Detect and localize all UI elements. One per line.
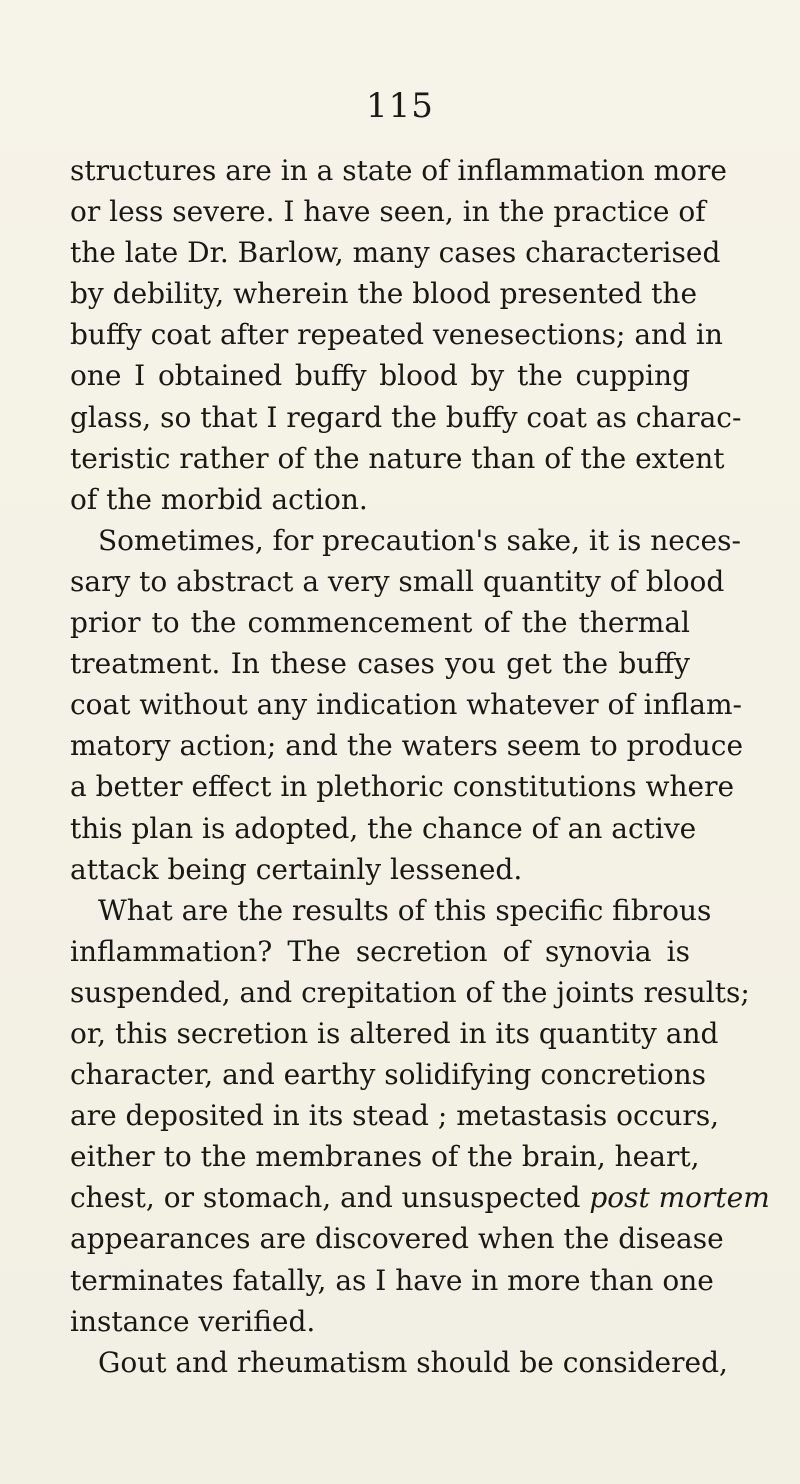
text-line: instance verified.	[70, 1304, 316, 1338]
text-line: buffy coat after repeated venesections; and in	[70, 318, 723, 352]
text-line: a better effect in plethoric constitutions where	[70, 770, 735, 804]
text-line: appearances are discovered when the disease	[70, 1222, 724, 1256]
text-line: treatment. In these cases you get the buffy	[70, 647, 690, 681]
text-line: suspended, and crepitation of the joints results;	[70, 975, 750, 1009]
text-line: chest, or stomach, and unsuspected post mortem	[70, 1181, 770, 1215]
text-line: matory action; and the waters seem to produce	[70, 729, 744, 763]
text-line: of the morbid action.	[70, 482, 368, 516]
text-line: glass, so that I regard the buffy coat as charac-	[70, 400, 742, 434]
text-line: this plan is adopted, the chance of an active	[70, 811, 697, 845]
text-line: either to the membranes of the brain, heart,	[70, 1140, 700, 1174]
text-line: the late Dr. Barlow, many cases characterised	[70, 236, 721, 270]
body-text	[70, 150, 770, 1383]
text-line: teristic rather of the nature than of the extent	[70, 441, 725, 475]
text-line: prior to the commencement of the thermal	[70, 606, 690, 640]
text-line: inflammation? The secretion of synovia is	[70, 934, 690, 968]
text-line: coat without any indication whatever of inflam-	[70, 688, 742, 722]
text-line: Gout and rheumatism should be considered,	[98, 1345, 728, 1379]
text-line: by debility, wherein the blood presented the	[70, 277, 698, 311]
text-line: structures are in a state of inflammation more	[70, 154, 727, 187]
text-line: or less severe. I have seen, in the practice of	[70, 195, 706, 229]
text-line: terminates fatally, as I have in more than one	[70, 1263, 714, 1297]
page-number: 115	[366, 86, 434, 126]
text-line: What are the results of this specific fibrous	[98, 893, 712, 927]
italic-phrase: post mortem	[589, 1181, 770, 1215]
text-line: one I obtained buffy blood by the cupping	[70, 359, 690, 393]
text-line: attack being certainly lessened.	[70, 852, 523, 886]
text-line: character, and earthy solidifying concretions	[70, 1058, 706, 1092]
text-line: are deposited in its stead ; metastasis occurs,	[70, 1099, 720, 1133]
text-line: Sometimes, for precaution's sake, it is neces-	[98, 523, 741, 557]
text-line: sary to abstract a very small quantity of blood	[70, 564, 725, 598]
text-line: or, this secretion is altered in its quantity and	[70, 1016, 719, 1050]
